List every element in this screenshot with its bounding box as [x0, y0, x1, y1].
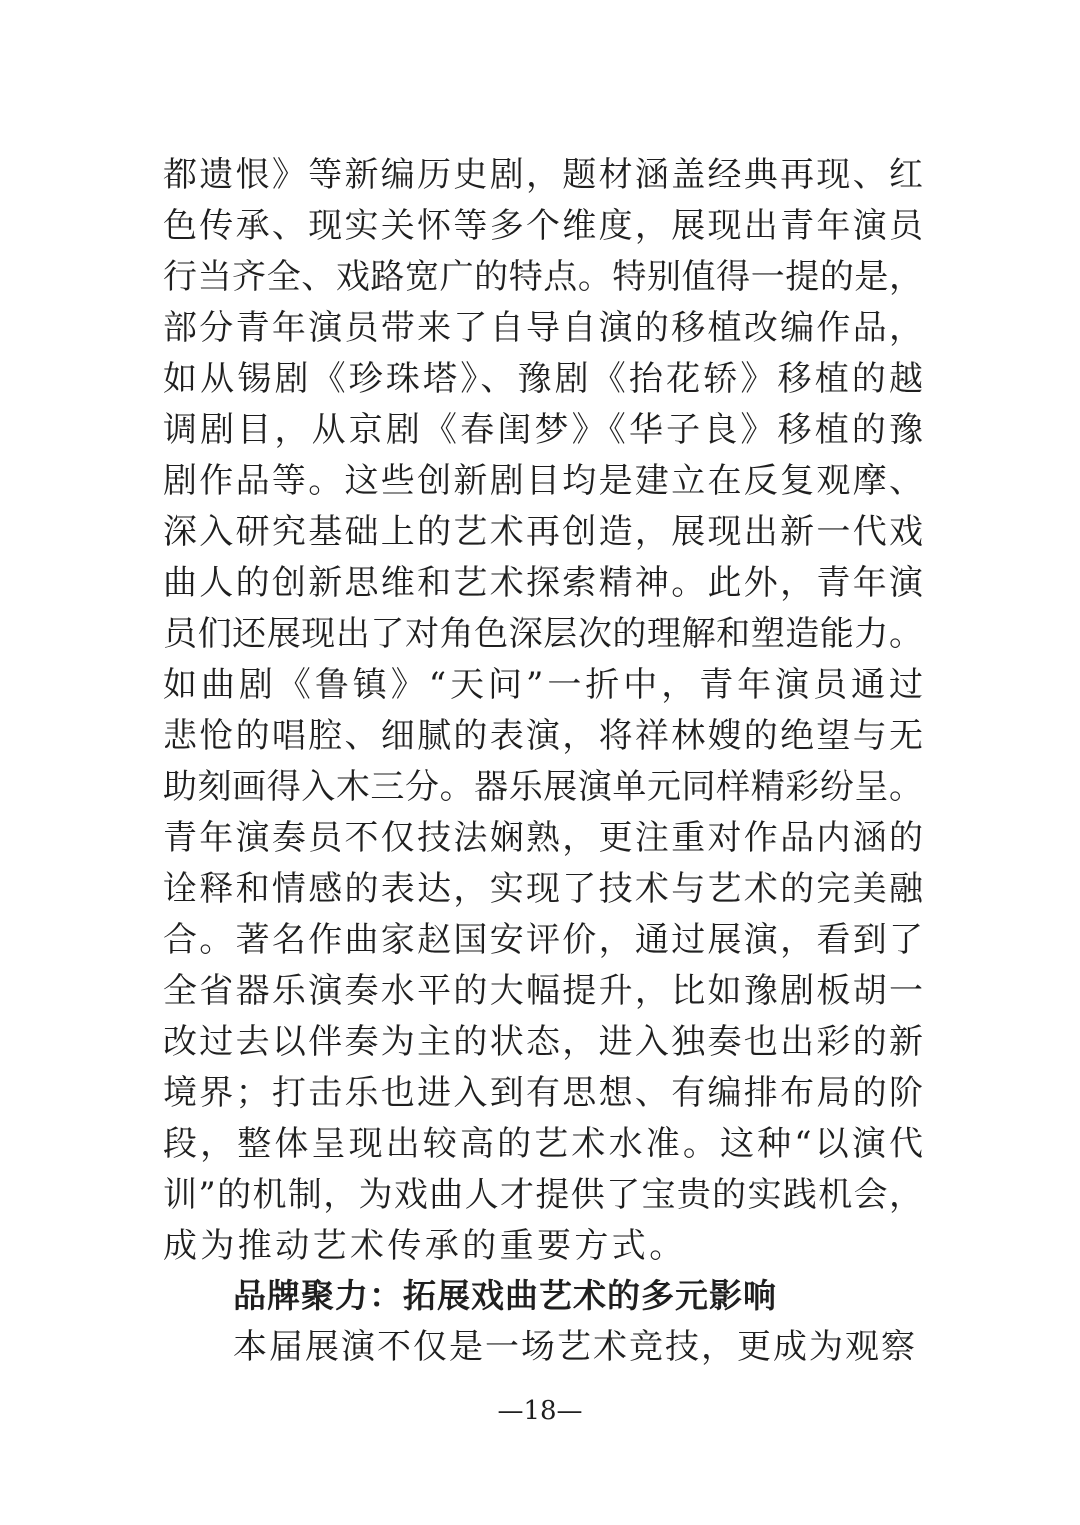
text-line: 色传承、现实关怀等多个维度，展现出青年演员: [163, 206, 923, 246]
body-paragraph: [163, 150, 923, 1272]
text-line: 助刻画得入木三分。器乐展演单元同样精彩纷呈。: [163, 767, 923, 807]
text-line: 剧作品等。这些创新剧目均是建立在反复观摩、: [163, 461, 923, 501]
text-line: 悲怆的唱腔、细腻的表演，将祥林嫂的绝望与无: [163, 716, 923, 756]
text-line: 改过去以伴奏为主的状态，进入独奏也出彩的新: [163, 1022, 923, 1062]
section-heading: 品牌聚力：拓展戏曲艺术的多元影响: [233, 1276, 777, 1315]
text-line: 深入研究基础上的艺术再创造，展现出新一代戏: [163, 512, 923, 552]
page-number: —18—: [497, 1396, 583, 1426]
text-line: 全省器乐演奏水平的大幅提升，比如豫剧板胡一: [163, 971, 923, 1011]
text-line: 合。著名作曲家赵国安评价，通过展演，看到了: [163, 920, 923, 960]
text-line: 青年演奏员不仅技法娴熟，更注重对作品内涵的: [163, 818, 923, 858]
text-line: 如从锡剧《珍珠塔》、豫剧《抬花轿》移植的越: [163, 359, 923, 399]
text-line: 训”的机制，为戏曲人才提供了宝贵的实践机会，: [163, 1175, 923, 1215]
text-line: 都遗恨》等新编历史剧，题材涵盖经典再现、红: [163, 155, 923, 195]
text-line: 境界；打击乐也进入到有思想、有编排布局的阶: [163, 1073, 923, 1113]
text-line-last: 成为推动艺术传承的重要方式。: [163, 1226, 687, 1266]
next-paragraph-line: 本届展演不仅是一场艺术竞技，更成为观察: [233, 1327, 915, 1367]
text-line: 行当齐全、戏路宽广的特点。特别值得一提的是，: [163, 257, 923, 297]
text-line: 曲人的创新思维和艺术探索精神。此外，青年演: [163, 563, 923, 603]
text-line: 如曲剧《鲁镇》“天问”一折中，青年演员通过: [163, 665, 923, 705]
text-line: 员们还展现出了对角色深层次的理解和塑造能力。: [163, 614, 923, 654]
text-line: 调剧目，从京剧《春闺梦》《华子良》移植的豫: [163, 410, 923, 450]
text-line: 诠释和情感的表达，实现了技术与艺术的完美融: [163, 869, 923, 909]
text-line: 部分青年演员带来了自导自演的移植改编作品，: [163, 308, 923, 348]
text-line: 段，整体呈现出较高的艺术水准。这种“以演代: [163, 1124, 923, 1164]
